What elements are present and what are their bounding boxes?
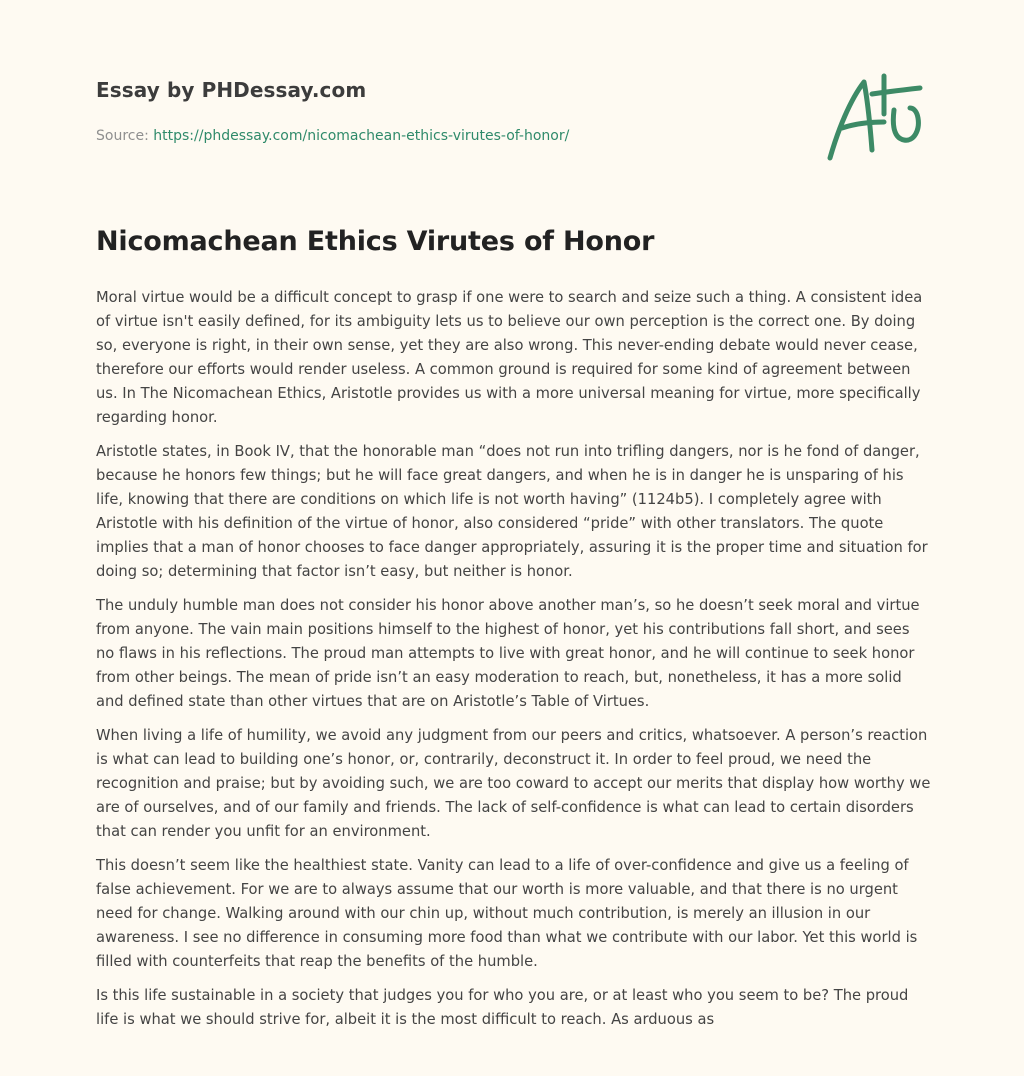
essay-paragraph: Is this life sustainable in a society that judges you for who you are, or at least who you seem to be? The proud life is what we should strive for, albeit it is the most difficult to reach. As arduous as: [96, 987, 909, 1028]
essay-paragraph: When living a life of humility, we avoid any judgment from our peers and critics, whatsoever. A person’s reaction is what can lead to building one’s honor, or, contrarily, deconstruct it. In order to feel proud, we need the recognition and praise; but by avoiding such, we are too coward to accept our merits that display how worthy we are of ourselves, and of our family and friends. The lack of self-confidence is what can lead to certain disorders that can render you unfit for an environment.: [96, 727, 931, 840]
page-header: [96, 78, 696, 144]
essay-body: [96, 286, 932, 1042]
source-link[interactable]: https://phdessay.com/nicomachean-ethics-virutes-of-honor/: [153, 128, 570, 144]
essay-paragraph: The unduly humble man does not consider his honor above another man’s, so he doesn’t seek moral and virtue from anyone. The vain main positions himself to the highest of honor, yet his contributions fall short, and sees no flaws in his reflections. The proud man attempts to live with great honor, and he will continue to seek honor from other beings. The mean of pride isn’t an easy moderation to reach, but, nonetheless, it has a more solid and defined state than other virtues that are on Aristotle’s Table of Virtues.: [96, 597, 920, 710]
essay-paragraph: This doesn’t seem like the healthiest state. Vanity can lead to a life of over-confidence and give us a feeling of false achievement. For we are to always assume that our worth is more valuable, and that there is no urgent need for change. Walking around with our chin up, without much contribution, is merely an illusion in our awareness. I see no difference in consuming more food than what we contribute with our labor. Yet this world is filled with counterfeits that reap the benefits of the humble.: [96, 857, 918, 970]
essay-paragraph: Moral virtue would be a difficult concept to grasp if one were to search and seize such a thing. A consistent idea of virtue isn't easily defined, for its ambiguity lets us to believe our own perception is the correct one. By doing so, everyone is right, in their own sense, yet they are also wrong. This never-ending debate would never cease, therefore our efforts would render useless. A common ground is required for some kind of agreement between us. In The Nicomachean Ethics, Aristotle provides us with a more universal meaning for virtue, more specifically regarding honor.: [96, 289, 923, 426]
essay-title: Nicomachean Ethics Virutes of Honor: [96, 226, 655, 257]
source-label: Source:: [96, 128, 149, 144]
a-plus-logo-icon: [820, 68, 930, 164]
essay-paragraph: Aristotle states, in Book IV, that the honorable man “does not run into trifling dangers, nor is he fond of danger, because he honors few things; but he will face great dangers, and when he is in danger he is unsparing of his life, knowing that there are conditions on which life is not worth having” (1124b5). I completely agree with Aristotle with his definition of the virtue of honor, also considered “pride” with other translators. The quote implies that a man of honor chooses to face danger appropriately, assuring it is the proper time and situation for doing so; determining that factor isn’t easy, but neither is honor.: [96, 443, 928, 580]
source-line: [96, 128, 696, 144]
site-brand: Essay by PHDessay.com: [96, 78, 367, 102]
